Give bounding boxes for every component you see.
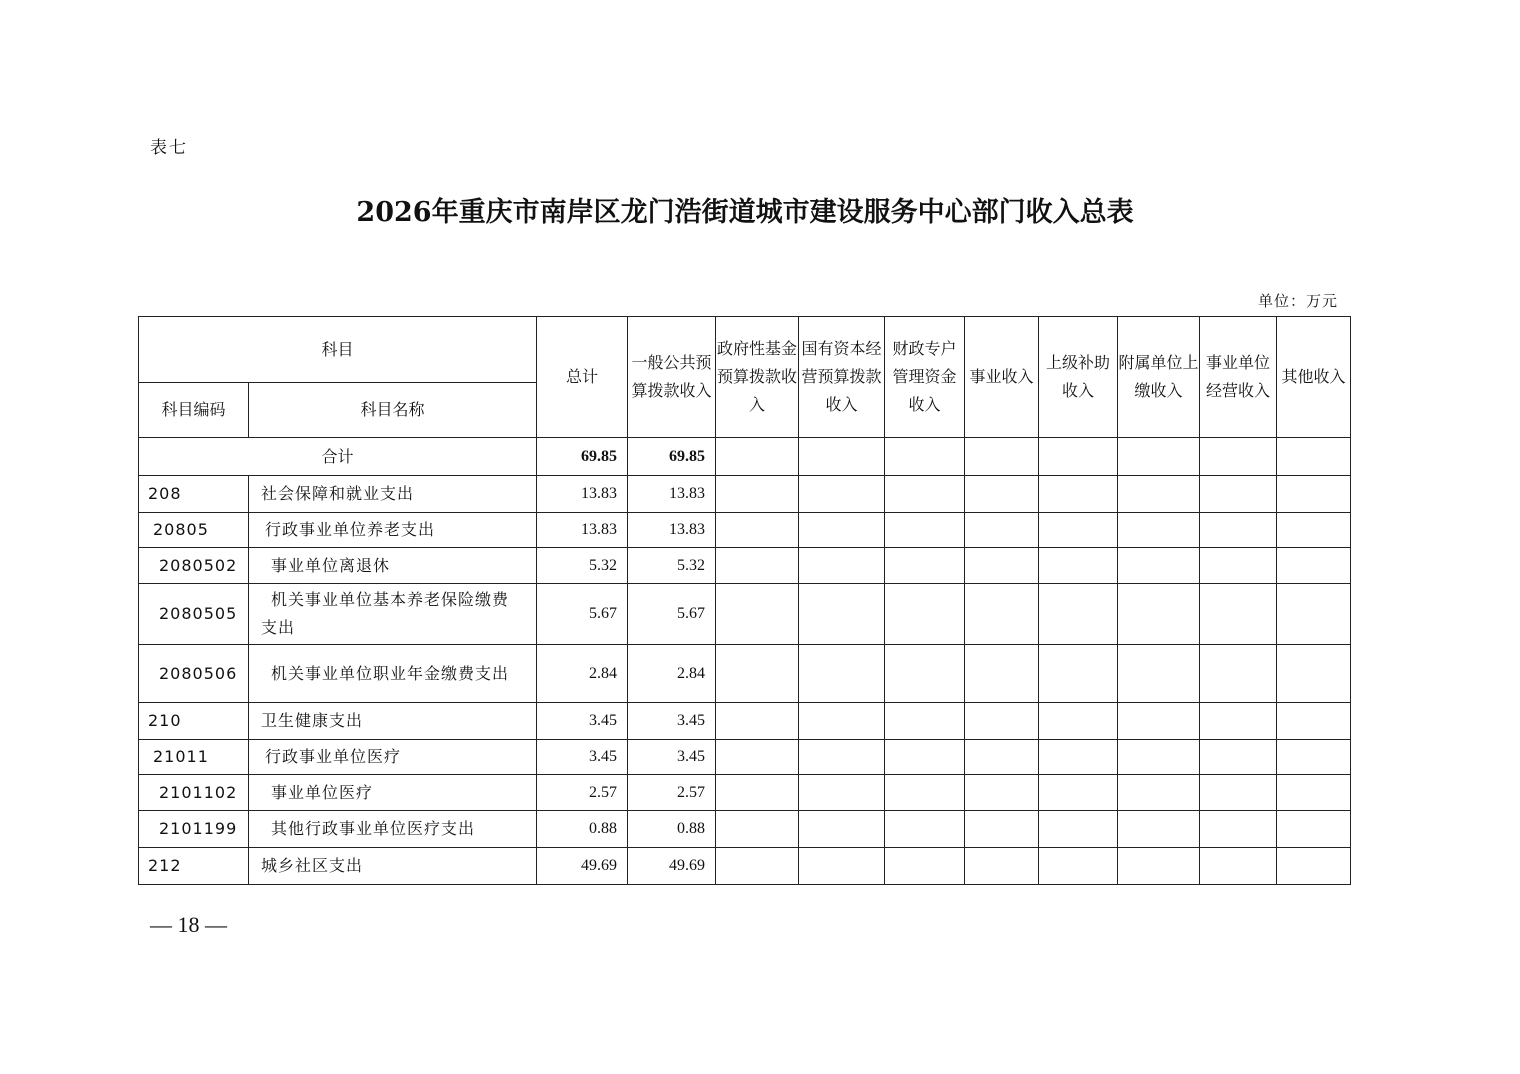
row-code: 2101102 xyxy=(139,775,249,811)
row-general: 13.83 xyxy=(628,513,716,548)
income-summary-table xyxy=(138,316,1351,885)
row-code: 2101199 xyxy=(139,811,249,848)
row-name: 城乡社区支出 xyxy=(249,848,537,885)
header-total: 总计 xyxy=(537,317,628,438)
row-general: 13.83 xyxy=(628,476,716,513)
header-special-account: 财政专户管理资金收入 xyxy=(885,317,965,438)
row-general: 3.45 xyxy=(628,703,716,740)
row-total: 0.88 xyxy=(537,811,628,848)
row-general: 5.67 xyxy=(628,584,716,645)
row-name: 事业单位离退休 xyxy=(249,548,537,584)
table-row xyxy=(139,584,1351,645)
sum-general: 69.85 xyxy=(628,438,716,476)
header-subject: 科目 xyxy=(139,317,537,383)
row-general: 2.84 xyxy=(628,645,716,703)
table-row xyxy=(139,775,1351,811)
row-general: 0.88 xyxy=(628,811,716,848)
document-title: 2026年重庆市南岸区龙门浩街道城市建设服务中心部门收入总表 xyxy=(356,197,1134,228)
row-total: 13.83 xyxy=(537,476,628,513)
header-general-budget: 一般公共预算拨款收入 xyxy=(628,317,716,438)
header-operation-income: 事业单位经营收入 xyxy=(1200,317,1277,438)
row-code: 212 xyxy=(139,848,249,885)
row-general: 5.32 xyxy=(628,548,716,584)
row-total: 2.57 xyxy=(537,775,628,811)
row-name: 行政事业单位养老支出 xyxy=(249,513,537,548)
row-total: 3.45 xyxy=(537,703,628,740)
sum-label: 合计 xyxy=(139,438,537,476)
header-superior-subsidy: 上级补助收入 xyxy=(1039,317,1118,438)
table-row xyxy=(139,703,1351,740)
row-name: 行政事业单位医疗 xyxy=(249,740,537,775)
unit-label: 单位：万元 xyxy=(1257,292,1338,310)
row-name: 其他行政事业单位医疗支出 xyxy=(249,811,537,848)
row-name: 机关事业单位职业年金缴费支出 xyxy=(249,645,537,703)
row-general: 2.57 xyxy=(628,775,716,811)
row-total: 5.32 xyxy=(537,548,628,584)
header-state-capital: 国有资本经营预算拨款收入 xyxy=(799,317,885,438)
row-code: 210 xyxy=(139,703,249,740)
row-name: 机关事业单位基本养老保险缴费支出 xyxy=(249,584,537,645)
table-row xyxy=(139,513,1351,548)
table-row xyxy=(139,476,1351,513)
row-name: 卫生健康支出 xyxy=(249,703,537,740)
row-code: 20805 xyxy=(139,513,249,548)
table-row xyxy=(139,811,1351,848)
row-general: 3.45 xyxy=(628,740,716,775)
row-code: 2080502 xyxy=(139,548,249,584)
header-business-income: 事业收入 xyxy=(965,317,1039,438)
row-total: 2.84 xyxy=(537,645,628,703)
table-row xyxy=(139,740,1351,775)
header-gov-fund: 政府性基金预算拨款收入 xyxy=(716,317,799,438)
row-total: 13.83 xyxy=(537,513,628,548)
table-row xyxy=(139,645,1351,703)
row-total: 5.67 xyxy=(537,584,628,645)
header-subject-name: 科目名称 xyxy=(249,383,537,438)
row-code: 2080505 xyxy=(139,584,249,645)
header-affiliated-remit: 附属单位上缴收入 xyxy=(1118,317,1200,438)
row-name: 事业单位医疗 xyxy=(249,775,537,811)
header-other-income: 其他收入 xyxy=(1277,317,1351,438)
table-row xyxy=(139,548,1351,584)
row-code: 21011 xyxy=(139,740,249,775)
row-total: 49.69 xyxy=(537,848,628,885)
sum-total: 69.85 xyxy=(537,438,628,476)
row-general: 49.69 xyxy=(628,848,716,885)
row-total: 3.45 xyxy=(537,740,628,775)
table-row xyxy=(139,848,1351,885)
row-code: 2080506 xyxy=(139,645,249,703)
row-code: 208 xyxy=(139,476,249,513)
header-subject-code: 科目编码 xyxy=(139,383,249,438)
page-number: — 18 — xyxy=(150,912,227,937)
table-number: 表七 xyxy=(150,138,188,158)
row-name: 社会保障和就业支出 xyxy=(249,476,537,513)
sum-row xyxy=(139,438,1351,476)
